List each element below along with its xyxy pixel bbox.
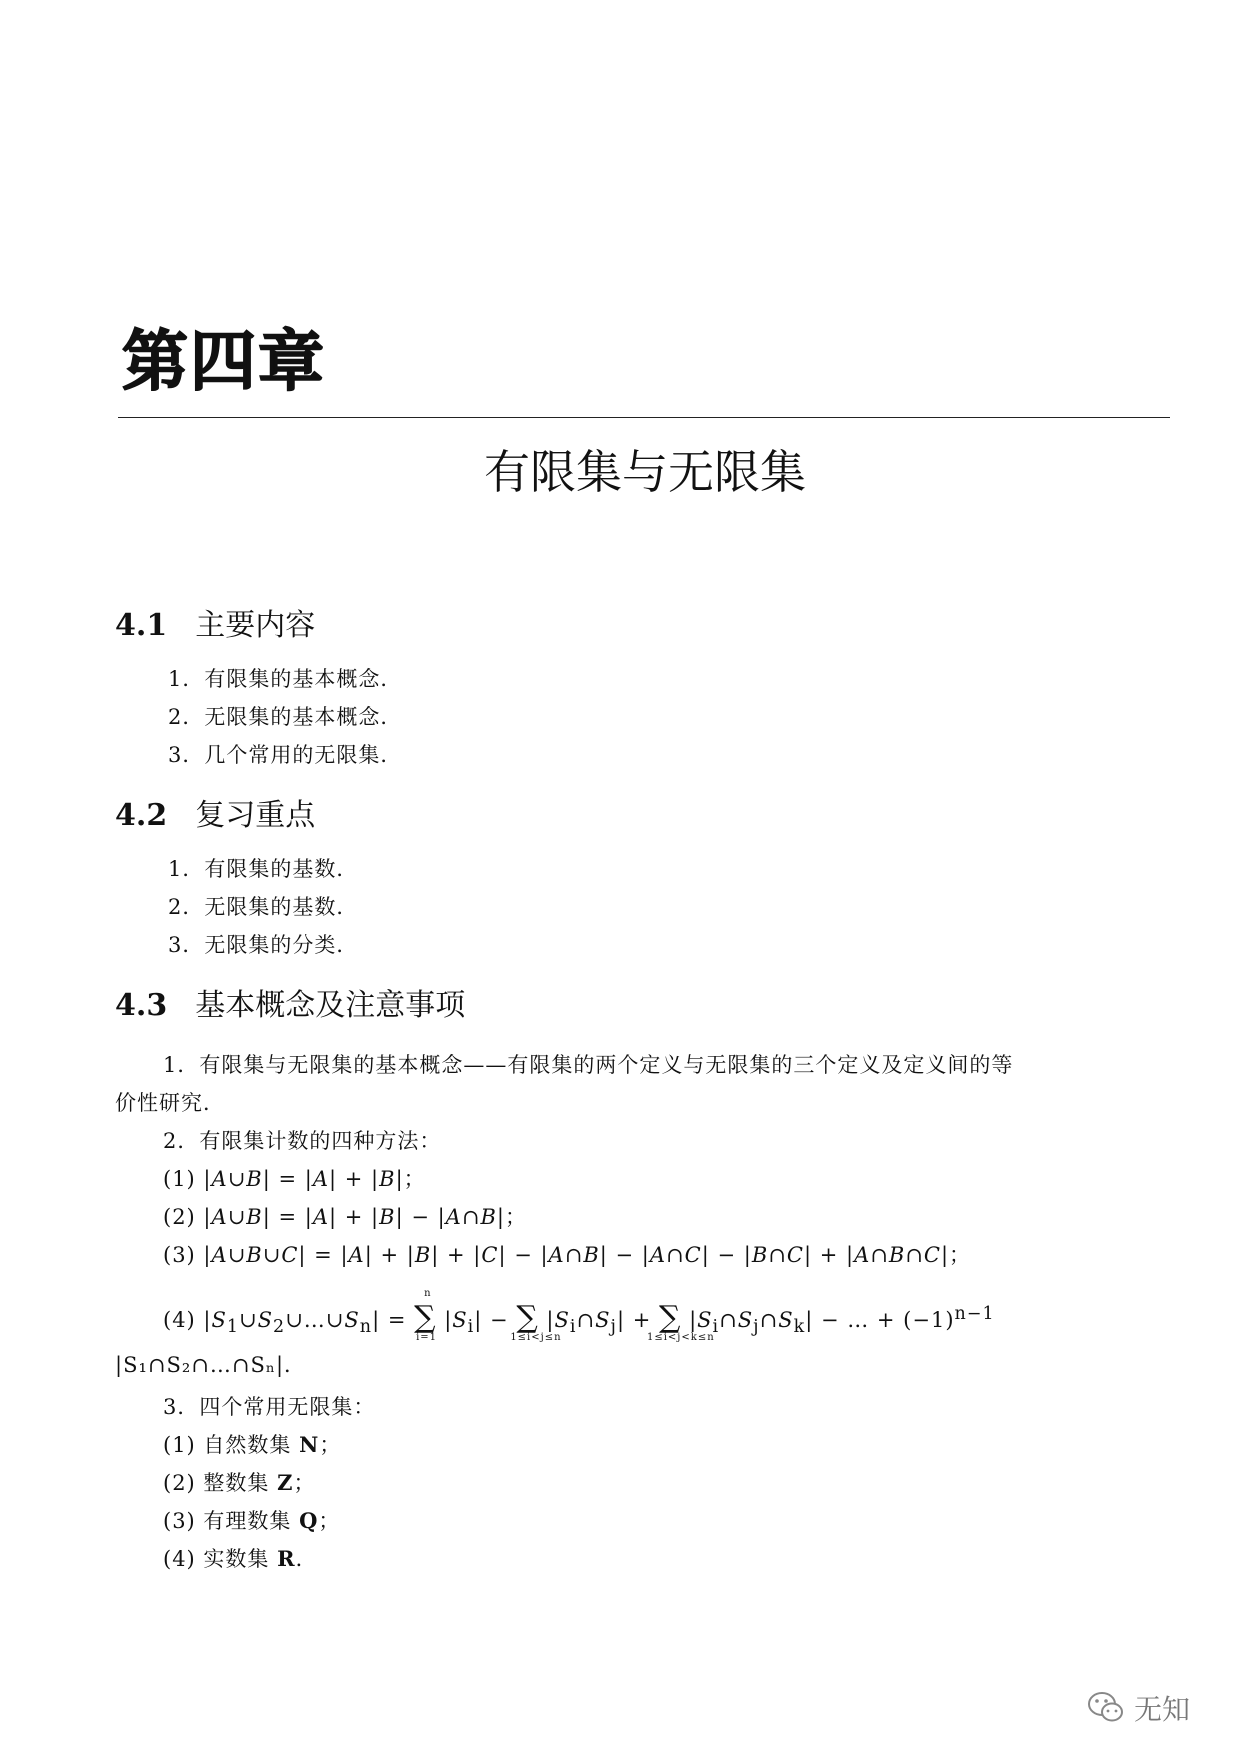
watermark [1086,1688,1190,1728]
wechat-icon [1086,1688,1126,1728]
formula-1: (1) |A∪B| = |A| + |B|； [163,1167,426,1191]
paragraph-line: 价性研究． [115,1091,225,1115]
set-symbol: Z [277,1470,294,1495]
section-number: 4.2 [115,798,168,833]
formula-4-continuation: |S₁∩S₂∩…∩Sₙ|． [115,1353,307,1377]
list-item: 2．无限集的基本概念． [168,705,403,729]
section-heading [115,980,465,1024]
formula-4: (4) $|S_1\cup S_2\cup\dots\cup S_n|$ = ∑ n i=1 $|S_i|$ − ∑ 1≤i<j≤n $|S_i\cap S_j|$ + ∑ 1≤i<j<k≤n $|S_i\cap S_j\cap S_k|$ − … + $(-1)^{n-1}$ [163,1288,995,1343]
section-heading [115,790,315,834]
list-item: (2) 整数集 Z； [163,1470,316,1495]
set-symbol: R [277,1546,296,1571]
list-item: 1．有限集的基数． [168,857,359,881]
list-item: (4) 实数集 R． [163,1546,318,1571]
paragraph-line: 3．四个常用无限集： [163,1395,376,1419]
list-item: (3) 有理数集 Q； [163,1508,341,1533]
section-number: 4.1 [115,608,168,643]
section-title: 基本概念及注意事项 [195,988,466,1023]
watermark-text: 无知 [1133,1693,1190,1726]
list-item: (1) 自然数集 N； [163,1432,342,1457]
list-item: 1．有限集的基本概念． [168,667,403,691]
formula-label: (4) [163,1308,196,1332]
list-item: 3．无限集的分类． [168,933,359,957]
section-title: 主要内容 [195,608,316,643]
list-item: 3．几个常用的无限集． [168,743,403,767]
paragraph-line: 2．有限集计数的四种方法： [163,1129,442,1153]
paragraph-line: 1．有限集与无限集的基本概念——有限集的两个定义与无限集的三个定义及定义间的等 [163,1053,1014,1077]
formula-label: (2) [163,1205,196,1229]
formula-2: (2) |A∪B| = |A| + |B| − |A∩B|； [163,1205,527,1229]
set-symbol: N [299,1432,320,1457]
section-heading [115,600,315,644]
formula-3: (3) |A∪B∪C| = |A| + |B| + |C| − |A∩B| − |A∩C| − |B∩C| + |A∩B∩C|； [163,1243,972,1267]
list-item: 2．无限集的基数． [168,895,359,919]
section-number: 4.3 [115,988,168,1023]
section-title: 复习重点 [195,798,316,833]
chapter-subtitle: 有限集与无限集 [484,445,806,499]
chapter-title: 第四章 [122,323,326,400]
formula-label: (1) [163,1167,196,1191]
formula-label: (3) [163,1243,196,1267]
chapter-rule [118,417,1170,418]
set-symbol: Q [299,1508,319,1533]
